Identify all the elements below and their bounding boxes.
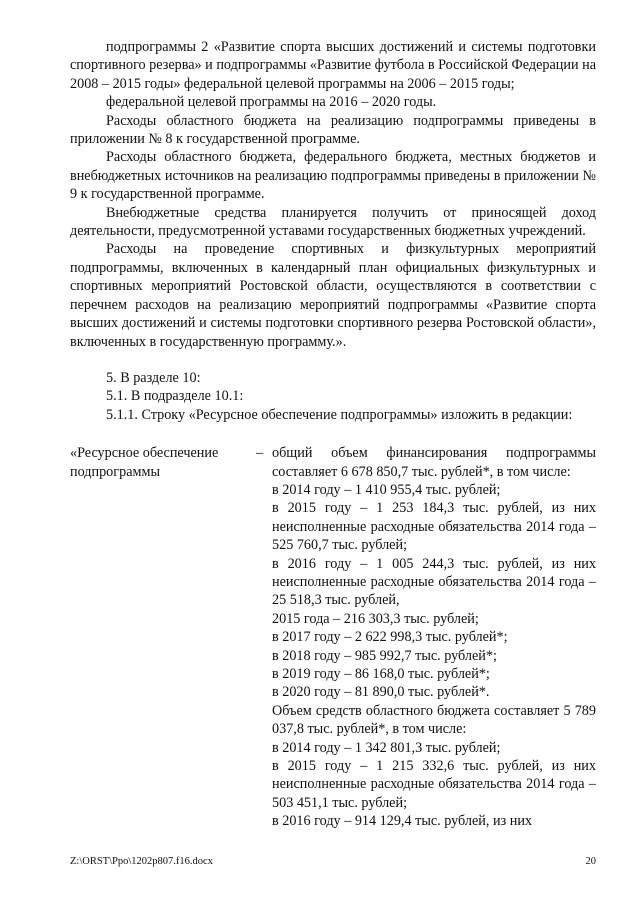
table-line: в 2018 году – 985 992,7 тыс. рублей*; <box>272 647 497 664</box>
table-line: Объем средств областного бюджета составляет 5 789 037,8 тыс. рублей*, в том числе: <box>272 702 596 738</box>
table-line: общий объем финансирования подпрограммы составляет 6 678 850,7 тыс. рублей*, в том числе: <box>272 445 596 480</box>
table-line: в 2015 году – 1 253 184,3 тыс. рублей, из них неисполненные расходные обязательства 2014 года – 525 760,7 тыс. рублей; <box>272 500 596 554</box>
paragraph: федеральной целевой программы на 2016 – 2020 годы. <box>106 94 437 111</box>
paragraph: Расходы областного бюджета, федерального бюджета, местных бюджетов и внебюджетных источников на реализацию подпрограммы приведены в приложении № 9 к государственной программе. <box>70 149 596 203</box>
document-body <box>70 38 596 831</box>
page-number: 20 <box>585 856 596 867</box>
spacer <box>70 351 596 369</box>
resource-table <box>70 444 596 831</box>
paragraph: подпрограммы 2 «Развитие спорта высших достижений и системы подготовки спортивного резерва» и подпрограммы «Развитие футбола в Российской Федерации на 2008 – 2015 годы» федеральной целевой программы на 2006 – 2015 годы; <box>70 39 596 92</box>
table-line: в 2019 году – 86 168,0 тыс. рублей*; <box>272 666 490 682</box>
table-line: в 2014 году – 1 410 955,4 тыс. рублей; <box>272 481 501 498</box>
table-line: в 2014 году – 1 342 801,3 тыс. рублей; <box>272 739 501 756</box>
subsection-heading: 5.1. В подразделе 10.1: <box>106 388 244 405</box>
subsection-instruction: 5.1.1. Строку «Ресурсное обеспечение подпрограммы» изложить в редакции: <box>106 406 573 423</box>
file-path: Z:\ORST\Ppo\1202p807.f16.docx <box>70 856 213 867</box>
table-line: в 2017 году – 2 622 998,3 тыс. рублей*; <box>272 629 508 646</box>
table-line: в 2015 году – 1 215 332,6 тыс. рублей, из них неисполненные расходные обязательства 2014 года – 503 451,1 тыс. рублей; <box>272 758 596 811</box>
paragraph: Внебюджетные средства планируется получить от приносящей доход деятельности, предусмотренной уставами государственных бюджетных учреждений. <box>70 204 596 240</box>
paragraph: Расходы на проведение спортивных и физкультурных мероприятий подпрограммы, включенных в календарный план официальных физкультурных и спортивных мероприятий Ростовской области, осуществляются в соответствии с перечнем расходов на реализацию мероприятий подпрограммы «Развитие спорта высших достижений и системы подготовки спортивного резерва Ростовской области», включенных в государственную программу.». <box>70 241 596 350</box>
section-heading: 5. В разделе 10: <box>106 369 201 386</box>
table-line: в 2016 году – 914 129,4 тыс. рублей, из них <box>272 813 533 830</box>
table-right-cell <box>272 444 596 831</box>
table-line: 2015 года – 216 303,3 тыс. рублей; <box>272 610 479 627</box>
table-dash: – <box>256 445 264 462</box>
table-line: в 2020 году – 81 890,0 тыс. рублей*. <box>272 684 490 701</box>
table-left-cell: «Ресурсное обеспечение подпрограммы <box>70 445 219 480</box>
paragraph: Расходы областного бюджета на реализацию подпрограммы приведены в приложении № 8 к государственной программе. <box>70 112 596 148</box>
table-line: в 2016 году – 1 005 244,3 тыс. рублей, из них неисполненные расходные обязательства 2014 года – 25 518,3 тыс. рублей, <box>272 555 596 609</box>
page-footer <box>70 856 596 867</box>
